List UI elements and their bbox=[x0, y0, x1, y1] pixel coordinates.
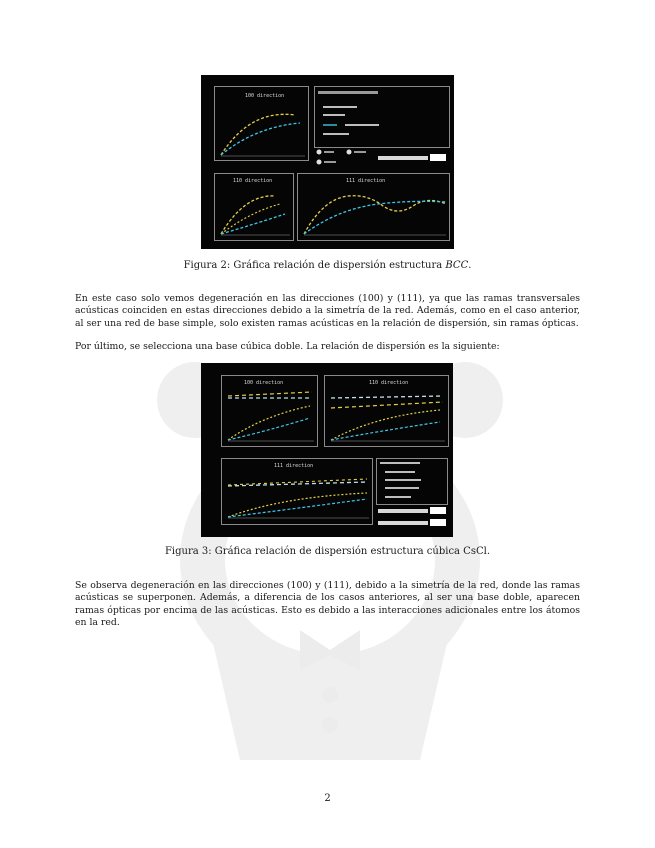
panel-111-title: 111 direction bbox=[274, 463, 314, 469]
panel-111-plot bbox=[222, 459, 372, 524]
figure-3-panel-100 bbox=[221, 375, 318, 447]
paragraph-3: Se observa degeneración en las direcciones (100) y (111), debido a la simetría de la red, donde las ramas acústicas se superponen. Además, a diferencia de los casos anteriores, al ser una base doble, aparecen ramas ópticas por encima de las acústicas. Esto es debido a las interacciones adicionales entre los átomos en la red. bbox=[75, 580, 580, 629]
panel-100-title: 100 direction bbox=[244, 380, 284, 386]
panel-100-plot bbox=[215, 87, 308, 160]
figure-2-panel-111 bbox=[297, 173, 450, 241]
panel-110-title: 110 direction bbox=[369, 380, 409, 386]
figure-3-caption: Figura 3: Gráfica relación de dispersión estructura cúbica CsCl. bbox=[164, 546, 490, 557]
panel-111-plot bbox=[298, 174, 449, 240]
transverse-branch bbox=[221, 123, 300, 155]
legend-box bbox=[315, 87, 449, 147]
panel-110-plot bbox=[215, 174, 293, 240]
paragraph-1: En este caso solo vemos degeneración en las direcciones (100) y (111), ya que las ramas transversales acústicas coinciden en estas direcciones debido a la simetría de la red. Además, como en el caso anterior, al ser una red de base simple, solo existen ramas acústicas en la relación de dispersión, sin ramas ópticas. bbox=[75, 293, 580, 329]
paragraph-2: Por último, se selecciona una base cúbica doble. La relación de dispersión es la siguiente: bbox=[75, 341, 500, 352]
legend-box bbox=[377, 459, 447, 504]
panel-100-title: 100 direction bbox=[245, 93, 285, 99]
figure-2-radio-and-slider bbox=[314, 147, 448, 169]
figure-2-panel-100 bbox=[214, 86, 309, 161]
figure-2-caption bbox=[0, 260, 655, 271]
panel-111-title: 111 direction bbox=[346, 178, 386, 184]
caption-text: Figura 2: Gráfica relación de dispersión estructura bbox=[183, 260, 446, 271]
longitudinal-branch bbox=[221, 114, 295, 155]
figure-3-screenshot bbox=[201, 363, 453, 537]
caption-structure: BCC bbox=[445, 260, 469, 271]
panel-100-plot bbox=[222, 376, 317, 446]
figure-3-control-panel bbox=[376, 458, 448, 505]
figure-2-panel-110 bbox=[214, 173, 294, 241]
page-number: 2 bbox=[324, 793, 331, 804]
caption-period: . bbox=[468, 260, 472, 271]
figure-3-panel-111 bbox=[221, 458, 373, 525]
figure-3-slider bbox=[376, 505, 451, 535]
figure-3-panel-110 bbox=[324, 375, 449, 447]
panel-110-title: 110 direction bbox=[233, 178, 273, 184]
figure-2-control-panel bbox=[314, 86, 450, 148]
panel-110-plot bbox=[325, 376, 448, 446]
figure-2-screenshot bbox=[201, 75, 454, 249]
